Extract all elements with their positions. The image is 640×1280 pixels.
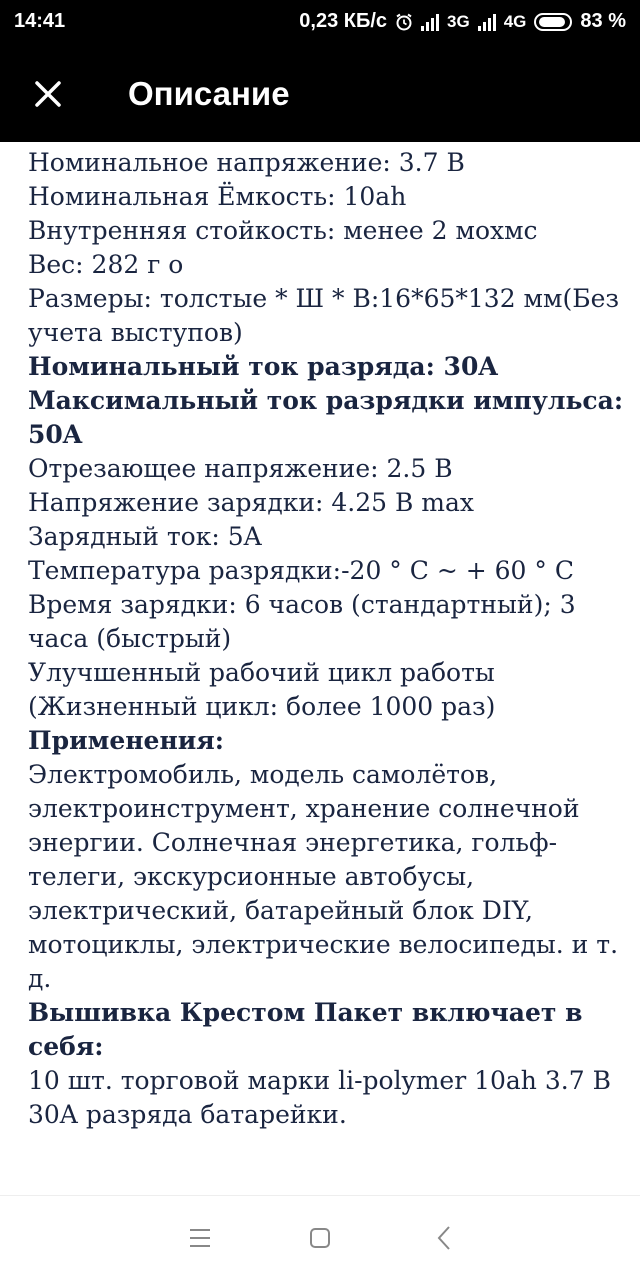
spec-line: Внутренняя стойкость: менее 2 мохмс [28, 216, 538, 245]
package-text: 10 шт. торговой марки li-polymer 10ah 3.7 В 30A разряда батарейки. [28, 1066, 611, 1129]
description-content [28, 146, 628, 1132]
spec-line: Напряжение зарядки: 4.25 В max [28, 488, 475, 517]
battery-level: 83 % [580, 10, 626, 32]
status-icons [299, 10, 626, 33]
home-button[interactable] [300, 1218, 340, 1258]
signal-icon [421, 13, 439, 31]
menu-icon [188, 1227, 212, 1249]
spec-line: Номинальное напряжение: 3.7 В [28, 148, 465, 177]
back-icon [434, 1225, 454, 1251]
alarm-icon [395, 13, 413, 31]
battery-icon [534, 13, 572, 31]
network-speed: 0,23 КБ/с [299, 10, 388, 32]
close-icon [34, 80, 62, 108]
network-type-1: 3G [447, 11, 470, 31]
back-button[interactable] [424, 1218, 464, 1258]
spec-line: Отрезающее напряжение: 2.5 В [28, 454, 453, 483]
spec-line: Улучшенный рабочий цикл работы (Жизненный цикл: более 1000 раз) [28, 658, 496, 721]
package-heading: Вышивка Крестом Пакет включает в себя: [28, 998, 583, 1061]
page-title: Описание [128, 75, 290, 112]
home-icon [308, 1226, 332, 1250]
spec-line: Размеры: толстые * Ш * В:16*65*132 мм(Без учета выступов) [28, 284, 620, 347]
applications-heading: Применения: [28, 726, 224, 755]
spec-line: Номинальная Ёмкость: 10ah [28, 182, 407, 211]
signal-icon [478, 13, 496, 31]
status-bar [0, 0, 640, 46]
spec-line-bold: Максимальный ток разрядки импульса: 50A [28, 386, 624, 449]
status-time: 14:41 [14, 10, 66, 32]
app-header [0, 46, 640, 142]
menu-button[interactable] [180, 1218, 220, 1258]
network-type-2: 4G [503, 11, 527, 31]
spec-line: Температура разрядки:-20 ° C ~ + 60 ° C [28, 556, 574, 585]
navigation-bar [0, 1195, 640, 1280]
spec-line-bold: Номинальный ток разряда: 30A [28, 352, 498, 381]
spec-line: Время зарядки: 6 часов (стандартный); 3 часа (быстрый) [28, 590, 576, 653]
spec-line: Вес: 282 г о [28, 250, 184, 279]
applications-text: Электромобиль, модель самолётов, электроинструмент, хранение солнечной энергии. Солнечная энергетика, гольф-телеги, экскурсионные автобусы, электрический, батарейный блок DIY, мотоциклы, электрические велосипеды. и т. д. [28, 760, 619, 993]
close-button[interactable] [20, 66, 76, 122]
spec-line: Зарядный ток: 5A [28, 522, 262, 551]
